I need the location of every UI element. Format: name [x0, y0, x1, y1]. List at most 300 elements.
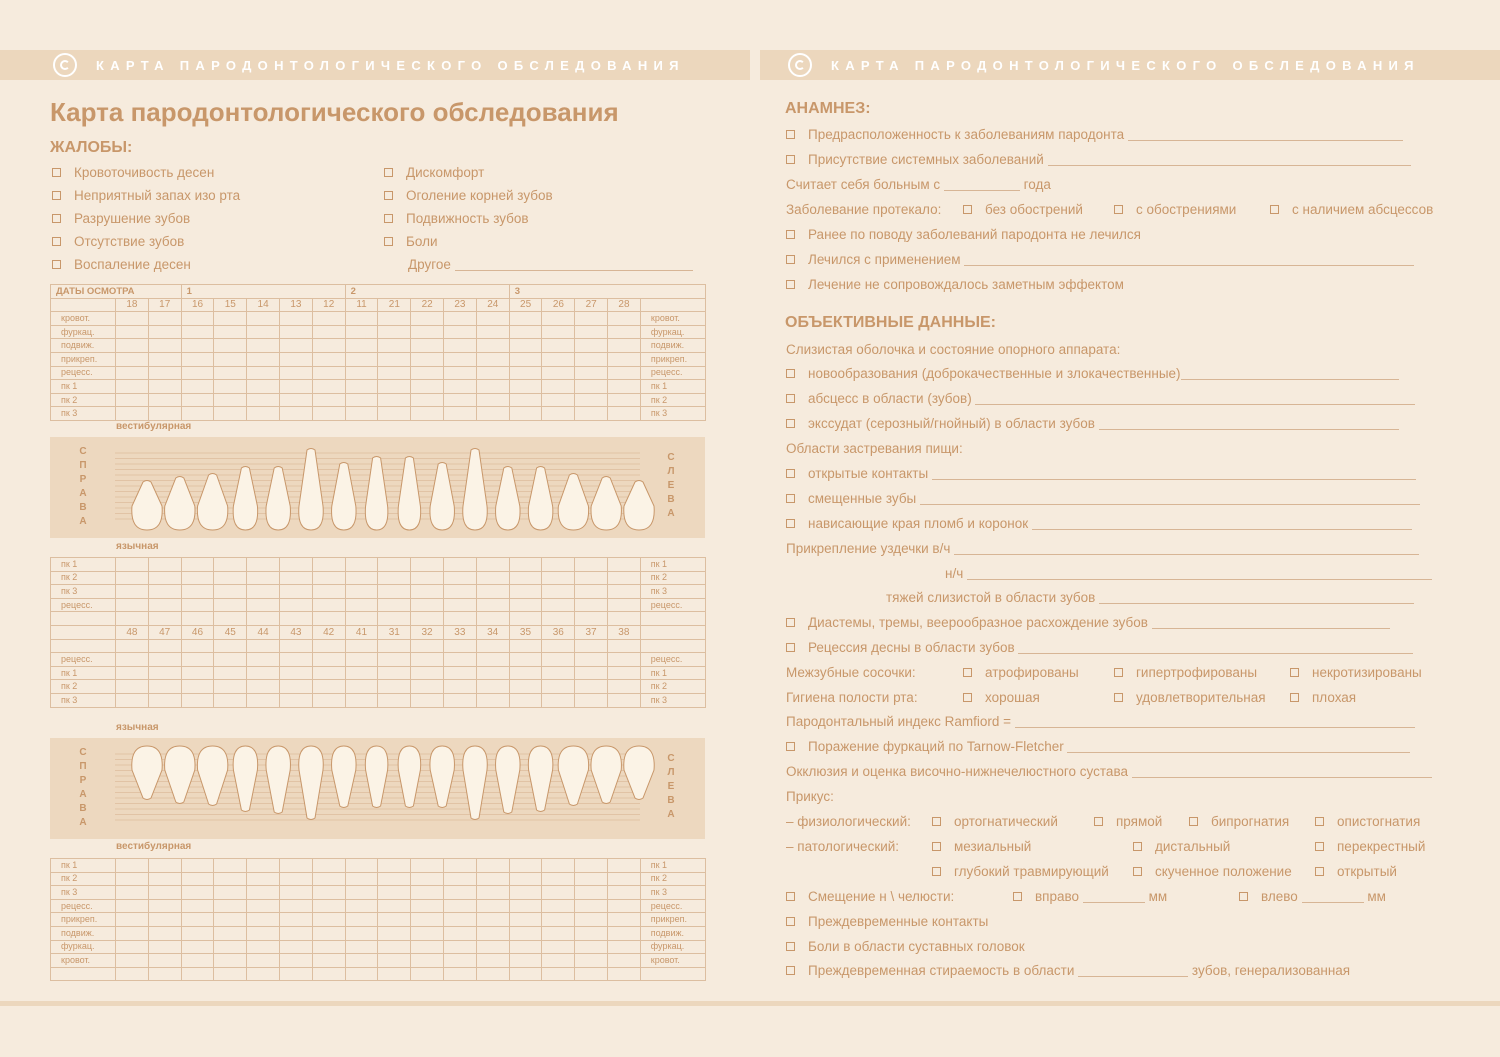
checkbox-icon[interactable]: [963, 693, 972, 702]
input-cell: [181, 913, 214, 927]
checkbox-icon[interactable]: [786, 643, 795, 652]
table-row: [51, 393, 706, 407]
input-cell: [607, 954, 640, 968]
input-cell: [411, 598, 444, 612]
complaint-item[interactable]: Подвижность зубов: [384, 211, 529, 227]
objective-overhanging[interactable]: нависающие края пломб и коронок: [786, 516, 1412, 532]
tooth-number: 17: [148, 298, 181, 312]
row-label: пк 3: [51, 693, 116, 707]
input-cell: [116, 913, 149, 927]
row-label: прикреп.: [640, 913, 705, 927]
input-line[interactable]: [967, 567, 1432, 580]
tooth-number-row: [51, 298, 706, 312]
anamnesis-no-effect[interactable]: Лечение не сопровождалось заметным эффектом: [786, 277, 1124, 293]
row-label: пк 2: [51, 680, 116, 694]
course-option[interactable]: с наличием абсцессов: [1270, 202, 1433, 218]
complaint-item[interactable]: Разрушение зубов: [52, 211, 190, 227]
tooth-number: 22: [411, 298, 444, 312]
input-line[interactable]: [1032, 517, 1412, 530]
input-cell: [443, 954, 476, 968]
input-cell: [575, 926, 608, 940]
input-cell: [411, 899, 444, 913]
label-vestibular: вестибулярная: [116, 841, 192, 852]
input-cell: [476, 693, 509, 707]
input-cell: [575, 899, 608, 913]
checkbox-icon[interactable]: [1133, 867, 1142, 876]
input-cell: [476, 954, 509, 968]
checkbox-icon[interactable]: [1239, 892, 1248, 901]
checkbox-icon[interactable]: [786, 494, 795, 503]
input-line[interactable]: [1152, 616, 1390, 629]
anamnesis-ill-since[interactable]: Считает себя больным с года: [786, 177, 1051, 192]
row-label: подвиж.: [51, 926, 116, 940]
input-cell: [280, 380, 313, 394]
input-cell: [411, 913, 444, 927]
input-line[interactable]: [920, 492, 1420, 505]
input-cell: [542, 325, 575, 339]
input-cell: [312, 693, 345, 707]
tooth-number: 12: [312, 298, 345, 312]
checkbox-icon[interactable]: [932, 842, 941, 851]
checkbox-icon[interactable]: [52, 260, 61, 269]
input-cell: [280, 393, 313, 407]
input-cell: [279, 954, 312, 968]
input-cell: [345, 585, 378, 599]
input-cell: [181, 598, 214, 612]
input-cell: [247, 571, 280, 585]
input-cell: [312, 366, 345, 380]
checkbox-icon[interactable]: [1114, 668, 1123, 677]
anamnesis-systemic[interactable]: Присутствие системных заболеваний: [786, 152, 1411, 168]
objective-abscess[interactable]: абсцесс в области (зубов): [786, 391, 1415, 407]
checkbox-icon[interactable]: [384, 168, 393, 177]
objective-open-contacts[interactable]: открытые контакты: [786, 466, 1416, 482]
input-cell: [542, 653, 575, 667]
objective-shifted-teeth[interactable]: смещенные зубы: [786, 491, 1420, 507]
papillae-option[interactable]: атрофированы: [963, 665, 1079, 681]
input-cell: [443, 571, 476, 585]
input-cell: [345, 325, 378, 339]
date-mark: 1: [181, 285, 345, 299]
input-cell: [181, 339, 214, 353]
objective-heading: ОБЪЕКТИВНЫЕ ДАННЫЕ:: [785, 314, 996, 331]
hygiene-label: Гигиена полости рта:: [786, 690, 918, 705]
input-cell: [214, 558, 247, 572]
input-cell: [345, 571, 378, 585]
input-line[interactable]: [1132, 765, 1432, 778]
checkbox-icon[interactable]: [1290, 668, 1299, 677]
checkbox-icon[interactable]: [786, 966, 795, 975]
input-cell: [181, 312, 214, 326]
objective-exudate[interactable]: экссудат (серозный/гнойный) в области зубов: [786, 416, 1399, 432]
input-line[interactable]: [1099, 591, 1414, 604]
checkbox-icon[interactable]: [963, 668, 972, 677]
objective-furcation[interactable]: Поражение фуркаций по Tarnow-Fletcher: [786, 739, 1410, 755]
hygiene-option[interactable]: плохая: [1290, 690, 1356, 706]
occlusion[interactable]: Окклюзия и оценка височно-нижнечелюстного сустава: [786, 764, 1432, 780]
input-cell: [116, 940, 149, 954]
input-line[interactable]: [1099, 417, 1399, 430]
input-line[interactable]: [1078, 964, 1188, 977]
input-cell: [247, 693, 280, 707]
input-cell: [148, 380, 181, 394]
input-cell: [279, 899, 312, 913]
anamnesis-treated-with[interactable]: Лечился с применением: [786, 252, 1414, 268]
tooth-number: 13: [280, 298, 313, 312]
complaint-item[interactable]: Боли: [384, 234, 438, 250]
complaint-item[interactable]: Неприятный запах изо рта: [52, 188, 240, 204]
table-row: [51, 366, 706, 380]
papillae-option[interactable]: гипертрофированы: [1114, 665, 1257, 681]
input-line[interactable]: [1018, 641, 1413, 654]
row-label: пк 1: [51, 380, 116, 394]
upper-teeth-chart: [50, 437, 705, 538]
input-cell: [181, 558, 214, 572]
input-cell: [443, 886, 476, 900]
input-cell: [443, 598, 476, 612]
input-line[interactable]: [954, 542, 1419, 555]
year-input-line[interactable]: [944, 178, 1020, 191]
checkbox-icon[interactable]: [384, 214, 393, 223]
input-cell: [148, 940, 181, 954]
checkbox-icon[interactable]: [786, 369, 795, 378]
checkbox-icon[interactable]: [1114, 693, 1123, 702]
objective-diastema[interactable]: Диастемы, тремы, веерообразное расхождение зубов: [786, 615, 1390, 631]
checkbox-icon[interactable]: [932, 817, 941, 826]
patho-option[interactable]: скученное положение: [1133, 864, 1292, 880]
table-row: [51, 666, 706, 680]
row-label: пк 1: [51, 666, 116, 680]
checkbox-icon[interactable]: [786, 255, 795, 264]
input-cell: [148, 872, 181, 886]
complaint-item[interactable]: Отсутствие зубов: [52, 234, 184, 250]
tooth-number: 43: [279, 625, 312, 639]
physio-option[interactable]: опистогнатия: [1315, 814, 1420, 830]
input-line[interactable]: [975, 392, 1415, 405]
row-label: рецесс.: [640, 653, 705, 667]
complaint-item[interactable]: Воспаление десен: [52, 257, 191, 273]
input-cell: [247, 312, 280, 326]
complaint-other[interactable]: Другое: [408, 257, 693, 273]
checkbox-icon[interactable]: [786, 742, 795, 751]
input-cell: [247, 926, 280, 940]
hygiene-option[interactable]: удовлетворительная: [1114, 690, 1266, 706]
input-cell: [509, 899, 542, 913]
jaw-shift-left[interactable]: влево мм: [1239, 889, 1386, 905]
input-cell: [148, 352, 181, 366]
checkbox-icon[interactable]: [1315, 867, 1324, 876]
tooth-shape: [463, 449, 488, 531]
tooth-shape: [591, 746, 621, 804]
input-cell: [443, 558, 476, 572]
physio-option[interactable]: бипрогнатия: [1189, 814, 1289, 830]
mm-input-line[interactable]: [1083, 890, 1145, 903]
checkbox-icon[interactable]: [786, 230, 795, 239]
input-cell: [116, 352, 149, 366]
input-cell: [247, 954, 280, 968]
input-cell: [509, 366, 542, 380]
row-label: пк 2: [51, 571, 116, 585]
input-cell: [181, 571, 214, 585]
premature-contacts[interactable]: Преждевременные контакты: [786, 914, 988, 930]
checkbox-icon[interactable]: [786, 917, 795, 926]
input-cell: [116, 325, 149, 339]
table-row: [51, 352, 706, 366]
input-cell: [509, 680, 542, 694]
input-cell: [116, 585, 149, 599]
input-cell: [378, 954, 411, 968]
tooth-shape: [233, 746, 258, 812]
input-line[interactable]: [1128, 128, 1403, 141]
input-cell: [116, 339, 149, 353]
input-cell: [411, 352, 444, 366]
tooth-number: 37: [575, 625, 608, 639]
tooth-number: 28: [608, 298, 641, 312]
input-line[interactable]: [932, 467, 1416, 480]
input-cell: [575, 571, 608, 585]
input-cell: [575, 325, 608, 339]
checkbox-icon[interactable]: [786, 394, 795, 403]
input-cell: [476, 680, 509, 694]
input-cell: [247, 940, 280, 954]
input-cell: [148, 680, 181, 694]
tooth-number: 31: [378, 625, 411, 639]
checkbox-icon[interactable]: [384, 191, 393, 200]
input-cell: [214, 366, 247, 380]
checkbox-icon[interactable]: [786, 519, 795, 528]
input-cell: [542, 666, 575, 680]
input-cell: [279, 872, 312, 886]
checkbox-icon[interactable]: [1315, 817, 1324, 826]
hygiene-option[interactable]: хорошая: [963, 690, 1040, 706]
input-cell: [247, 366, 280, 380]
mm-input-line[interactable]: [1302, 890, 1364, 903]
input-cell: [575, 312, 608, 326]
checkbox-icon[interactable]: [963, 205, 972, 214]
course-option[interactable]: без обострений: [963, 202, 1083, 218]
checkbox-icon[interactable]: [786, 130, 795, 139]
input-cell: [247, 325, 280, 339]
checkbox-icon[interactable]: [52, 191, 61, 200]
input-cell: [575, 940, 608, 954]
checkbox-icon[interactable]: [52, 237, 61, 246]
premature-abrasion[interactable]: Преждевременная стираемость в области зубов, генерализованная: [786, 963, 1350, 979]
input-cell: [378, 653, 411, 667]
complaint-item[interactable]: Кровоточивость десен: [52, 165, 214, 181]
input-cell: [444, 380, 477, 394]
input-cell: [279, 598, 312, 612]
input-cell: [509, 325, 542, 339]
input-cell: [476, 366, 509, 380]
input-cell: [214, 680, 247, 694]
tooth-number: 48: [116, 625, 149, 639]
tooth-number: 21: [378, 298, 411, 312]
input-cell: [214, 954, 247, 968]
jaw-shift[interactable]: Смещение н \ челюсти:: [786, 889, 954, 905]
checkbox-icon[interactable]: [786, 469, 795, 478]
input-line[interactable]: [1181, 367, 1399, 380]
complaint-item[interactable]: Оголение корней зубов: [384, 188, 553, 204]
other-input-line[interactable]: [455, 258, 693, 271]
input-line[interactable]: [1048, 153, 1411, 166]
frenum-lower[interactable]: н/ч: [945, 566, 1432, 582]
input-cell: [476, 886, 509, 900]
input-line[interactable]: [1067, 740, 1410, 753]
input-cell: [378, 940, 411, 954]
checkbox-icon[interactable]: [786, 892, 795, 901]
checkbox-icon[interactable]: [1315, 842, 1324, 851]
input-cell: [378, 926, 411, 940]
input-cell: [247, 859, 280, 873]
input-cell: [345, 680, 378, 694]
table-row: [51, 954, 706, 968]
checkbox-icon[interactable]: [786, 280, 795, 289]
physio-option[interactable]: ортогнатический: [932, 814, 1058, 830]
input-cell: [181, 380, 214, 394]
row-label: прикреп.: [51, 352, 116, 366]
input-cell: [214, 312, 247, 326]
frenum-upper[interactable]: Прикрепление уздечки в/ч: [786, 541, 1419, 557]
input-cell: [312, 380, 345, 394]
input-line[interactable]: [964, 253, 1414, 266]
table-row: [51, 585, 706, 599]
jaw-shift-right[interactable]: вправо мм: [1013, 889, 1167, 905]
input-cell: [345, 926, 378, 940]
row-label: пк 3: [640, 886, 705, 900]
physio-option[interactable]: прямой: [1094, 814, 1162, 830]
checkbox-icon[interactable]: [932, 867, 941, 876]
input-cell: [378, 325, 411, 339]
input-cell: [575, 693, 608, 707]
input-cell: [214, 899, 247, 913]
patho-option[interactable]: глубокий травмирующий: [932, 864, 1109, 880]
input-cell: [509, 666, 542, 680]
date-mark: 2: [345, 285, 509, 299]
upper-jaw-table: [50, 284, 706, 421]
input-cell: [575, 352, 608, 366]
header-text: КАРТА ПАРОДОНТОЛОГИЧЕСКОГО ОБСЛЕДОВАНИЯ: [96, 58, 685, 73]
ramfjord-index[interactable]: Пародонтальный индекс Ramfiord =: [786, 714, 1415, 730]
patho-option[interactable]: мезиальный: [932, 839, 1031, 855]
input-cell: [378, 666, 411, 680]
checkbox-icon[interactable]: [52, 168, 61, 177]
input-cell: [280, 366, 313, 380]
checkbox-icon[interactable]: [1133, 842, 1142, 851]
input-cell: [542, 571, 575, 585]
checkbox-icon[interactable]: [1270, 205, 1279, 214]
input-cell: [116, 598, 149, 612]
input-cell: [280, 352, 313, 366]
input-cell: [312, 339, 345, 353]
input-line[interactable]: [1015, 715, 1415, 728]
input-cell: [345, 312, 378, 326]
side-label-right: С П Р А В А: [79, 747, 87, 828]
checkbox-icon[interactable]: [786, 618, 795, 627]
input-cell: [279, 558, 312, 572]
input-cell: [312, 558, 345, 572]
objective-recession[interactable]: Рецессия десны в области зубов: [786, 640, 1413, 656]
checkbox-icon[interactable]: [1013, 892, 1022, 901]
input-cell: [575, 393, 608, 407]
input-cell: [575, 407, 608, 421]
row-label: подвиж.: [51, 339, 116, 353]
input-cell: [312, 926, 345, 940]
input-cell: [575, 954, 608, 968]
checkbox-icon[interactable]: [1189, 817, 1198, 826]
side-label-left: С Л Е В А: [667, 753, 675, 820]
tooth-number: 23: [444, 298, 477, 312]
input-cell: [214, 352, 247, 366]
anamnesis-predisposition[interactable]: Предрасположенность к заболеваниям пародонта: [786, 127, 1403, 143]
checkbox-icon[interactable]: [384, 237, 393, 246]
input-cell: [542, 926, 575, 940]
tooth-shape: [132, 746, 162, 800]
checkbox-icon[interactable]: [786, 155, 795, 164]
input-cell: [116, 366, 149, 380]
input-cell: [509, 872, 542, 886]
joint-pain[interactable]: Боли в области суставных головок: [786, 939, 1025, 955]
input-cell: [214, 872, 247, 886]
frenum-strands[interactable]: тяжей слизистой в области зубов: [886, 590, 1414, 606]
input-cell: [148, 366, 181, 380]
input-cell: [444, 312, 477, 326]
checkbox-icon[interactable]: [786, 942, 795, 951]
input-cell: [575, 886, 608, 900]
input-cell: [476, 352, 509, 366]
input-cell: [607, 585, 640, 599]
table-row: [51, 612, 706, 626]
input-cell: [214, 571, 247, 585]
tooth-shape: [624, 746, 654, 800]
checkbox-icon[interactable]: [1094, 817, 1103, 826]
input-cell: [443, 872, 476, 886]
input-cell: [378, 339, 411, 353]
input-cell: [345, 693, 378, 707]
input-cell: [542, 872, 575, 886]
row-label: пк 3: [640, 407, 705, 421]
input-cell: [378, 913, 411, 927]
input-cell: [542, 407, 575, 421]
input-cell: [247, 680, 280, 694]
tooth-number: 41: [345, 625, 378, 639]
input-cell: [542, 886, 575, 900]
input-cell: [476, 571, 509, 585]
patho-option[interactable]: перекрестный: [1315, 839, 1425, 855]
objective-neoplasm[interactable]: новообразования (доброкачественные и злокачественные): [786, 366, 1399, 382]
anamnesis-heading: АНАМНЕЗ:: [785, 100, 871, 117]
input-cell: [378, 558, 411, 572]
checkbox-icon[interactable]: [52, 214, 61, 223]
input-cell: [411, 940, 444, 954]
input-cell: [542, 312, 575, 326]
tooth-number: 45: [214, 625, 247, 639]
papillae-option[interactable]: некротизированы: [1290, 665, 1422, 681]
input-cell: [575, 339, 608, 353]
input-cell: [509, 693, 542, 707]
patho-option[interactable]: открытый: [1315, 864, 1397, 880]
input-cell: [280, 339, 313, 353]
course-option[interactable]: с обострениями: [1114, 202, 1236, 218]
input-cell: [575, 380, 608, 394]
tooth-shape: [332, 463, 357, 531]
anamnesis-not-treated[interactable]: Ранее по поводу заболеваний пародонта не лечился: [786, 227, 1141, 243]
patho-option[interactable]: дистальный: [1133, 839, 1230, 855]
checkbox-icon[interactable]: [1114, 205, 1123, 214]
complaint-item[interactable]: Дискомфорт: [384, 165, 484, 181]
checkbox-icon[interactable]: [786, 419, 795, 428]
checkbox-icon[interactable]: [1290, 693, 1299, 702]
row-label: прикреп.: [51, 913, 116, 927]
